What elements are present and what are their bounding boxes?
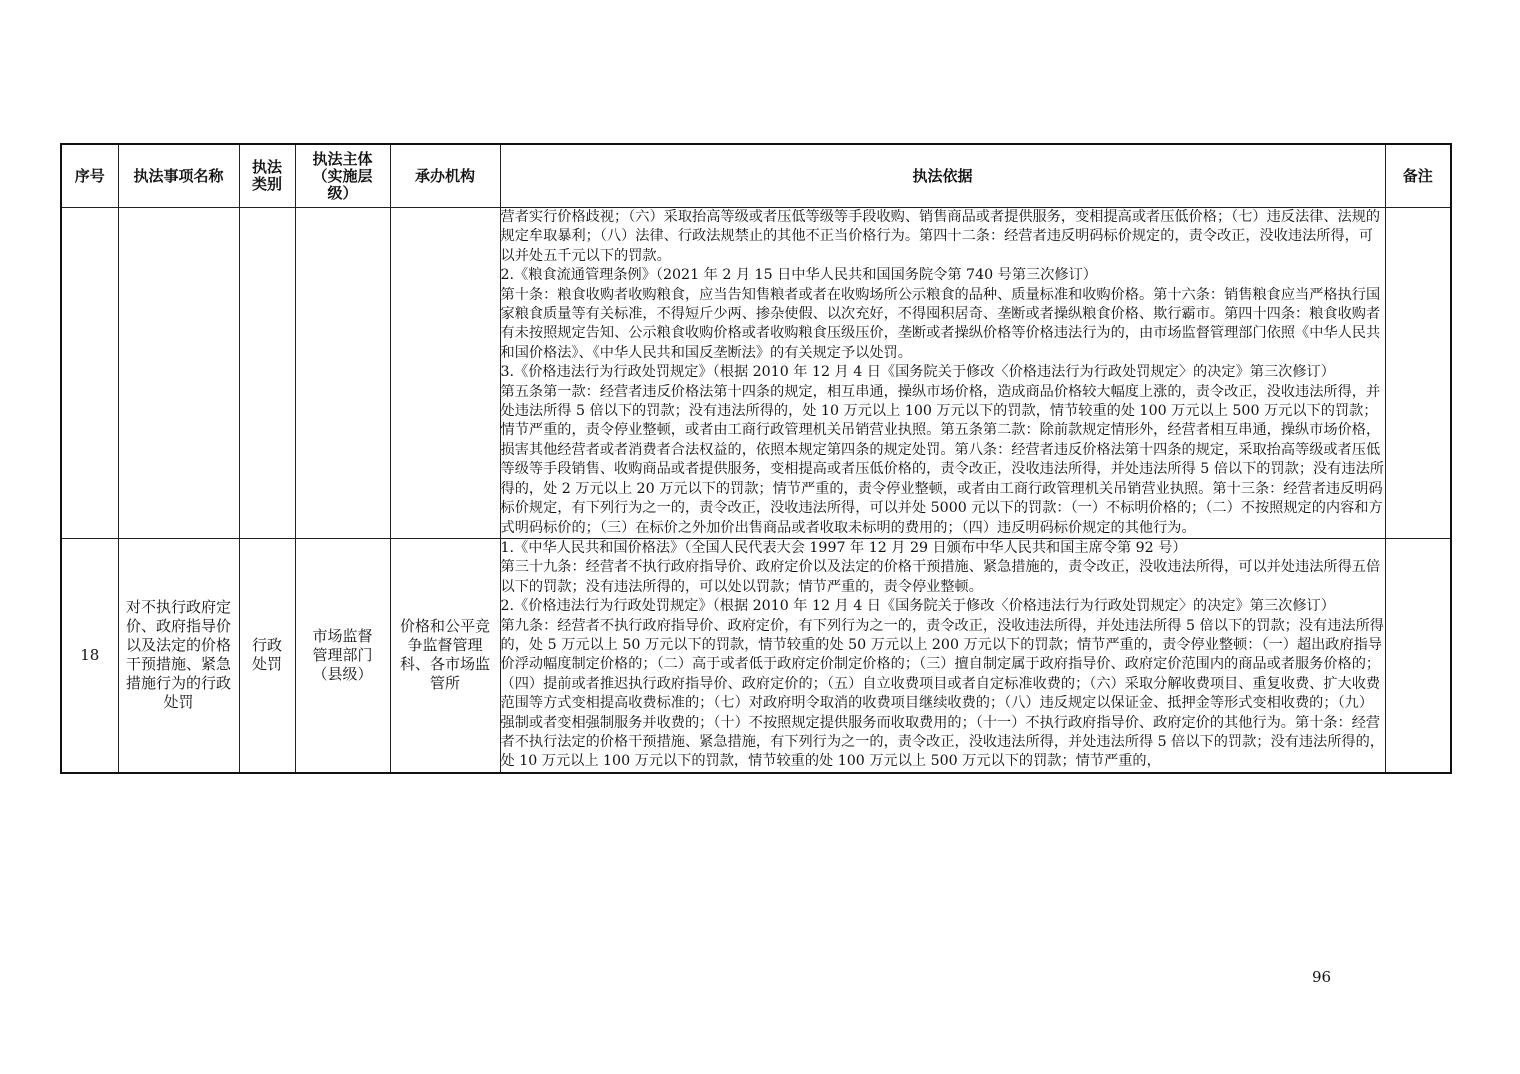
row-index: 18	[61, 538, 118, 772]
basis-paragraph: 1.《中华人民共和国价格法》（全国人民代表大会 1997 年 12 月 29 日颁布中华人民共和国主席令第 92 号）	[500, 539, 1187, 556]
header-basis: 执法依据	[500, 144, 1385, 208]
row-item-name	[118, 208, 239, 539]
basis-paragraph: 2.《价格违法行为行政处罚规定》（根据 2010 年 12 月 4 日《国务院关于修改〈价格违法行为行政处罚规定〉的决定》第三次修订）	[500, 598, 1335, 615]
basis-paragraph: 第九条：经营者不执行政府指导价、政府定价，有下列行为之一的，责令改正，没收违法所得，并处违法所得 5 倍以下的罚款；没有违法所得的，处 5 万元以上 50 万元以下的罚款，情节较重的处 50 万元以上 200 万元以下的罚款；情节严重的，责令停业整顿：（一）超出政府指导价浮动幅度制定价格的；（二）高于或者低于政府定价制定价格的；（三）擅自制定属于政府指导价、政府定价范围内的商品或者服务价格的；（四）提前或者推迟执行政府指导价、政府定价的；（五）自立收费项目或者自定标准收费的；（六）采取分解收费项目、重复收费、扩大收费范围等方式变相提高收费标准的；（七）对政府明令取消的收费项目继续收费的；（八）违反规定以保证金、抵押金等形式变相收费的；（九）强制或者变相强制服务并收费的；（十）不按照规定提供服务而收取费用的；（十一）不执行政府指导价、政府定价的其他行为。第十条：经营者不执行法定的价格干预措施、紧急措施，有下列行为之一的，责令改正，没收违法所得，并处违法所得 5 倍以下的罚款；没有违法所得的，处 10 万元以上 100 万元以下的罚款，情节较重的处 100 万元以上 500 万元以下的罚款；情节严重的，	[500, 617, 1384, 770]
basis-paragraph: 第三十九条：经营者不执行政府指导价、政府定价以及法定的价格干预措施、紧急措施的，责令改正，没收违法所得，可以并处违法所得五倍以下的罚款；没有违法所得的，可以处以罚款；情节严重的，责令停业整顿。	[500, 559, 1381, 595]
row-basis	[500, 208, 1385, 539]
row-subject	[295, 208, 390, 539]
basis-paragraph: 营者实行价格歧视；（六）采取抬高等级或者压低等级等手段收购、销售商品或者提供服务，变相提高或者压低价格；（七）违反法律、法规的规定牟取暴利；（八）法律、行政法规禁止的其他不正当价格行为。第四十二条：经营者违反明码标价规定的，责令改正，没收违法所得，可以并处五千元以下的罚款。	[500, 209, 1381, 264]
header-subject	[295, 144, 390, 208]
header-remarks: 备注	[1385, 144, 1451, 208]
basis-paragraph: 第五条第一款：经营者违反价格法第十四条的规定，相互串通，操纵市场价格，造成商品价格较大幅度上涨的，责令改正，没收违法所得，并处违法所得 5 倍以下的罚款；没有违法所得的，处 10 万元以上 100 万元以下的罚款，情节较重的处 100 万元以上 500 万元以下的罚款；情节严重的，责令停业整顿，或者由工商行政管理机关吊销营业执照。第五条第二款：除前款规定情形外，经营者相互串通，操纵市场价格，损害其他经营者或者消费者合法权益的，依照本规定第四条的规定处罚。第八条：经营者违反价格法第十四条的规定，采取抬高等级或者压低等级等手段销售、收购商品或者提供服务，变相提高或者压低价格的，责令改正，没收违法所得，并处违法所得 5 倍以下的罚款；没有违法所得的，处 2 万元以上 20 万元以下的罚款；情节严重的，责令停业整顿，或者由工商行政管理机关吊销营业执照。第十三条：经营者违反明码标价规定，有下列行为之一的，责令改正，没收违法所得，可以并处 5000 元以下的罚款：（一）不标明价格的；（二）不按照规定的内容和方式明码标价的；（三）在标价之外加价出售商品或者收取未标明的费用的；（四）违反明码标价规定的其他行为。	[500, 383, 1384, 536]
basis-paragraph: 2.《粮食流通管理条例》（2021 年 2 月 15 日中华人民共和国国务院令第 740 号第三次修订）	[500, 267, 1097, 284]
row-agency	[390, 208, 500, 539]
row-subject: 市场监督管理部门（县级）	[295, 538, 390, 772]
row-category	[239, 208, 295, 539]
header-category-text: 执法类别	[251, 158, 282, 193]
row-remarks	[1385, 208, 1451, 539]
row-index	[61, 208, 118, 539]
page-number: 96	[1312, 968, 1332, 986]
header-row	[61, 144, 1451, 208]
table-row	[61, 208, 1451, 539]
table-row	[61, 538, 1451, 772]
header-subject-text: 执法主体（实施层级）	[312, 149, 373, 202]
header-index: 序号	[61, 144, 118, 208]
law-enforcement-table	[60, 143, 1452, 774]
header-item-name: 执法事项名称	[118, 144, 239, 208]
row-agency: 价格和公平竞争监督管理科、各市场监管所	[390, 538, 500, 772]
row-basis	[500, 538, 1385, 772]
header-category	[239, 144, 295, 208]
basis-paragraph: 第十条：粮食收购者收购粮食，应当告知售粮者或者在收购场所公示粮食的品种、质量标准和收购价格。第十六条：销售粮食应当严格执行国家粮食质量等有关标准，不得短斤少两、掺杂使假、以次充好，不得囤积居奇、垄断或者操纵粮食价格、欺行霸市。第四十四条：粮食收购者有未按照规定告知、公示粮食收购价格或者收购粮食压级压价，垄断或者操纵价格等价格违法行为的，由市场监督管理部门依照《中华人民共和国价格法》、《中华人民共和国反垄断法》的有关规定予以处罚。	[500, 286, 1381, 361]
basis-paragraph: 3.《价格违法行为行政处罚规定》（根据 2010 年 12 月 4 日《国务院关于修改〈价格违法行为行政处罚规定〉的决定》第三次修订）	[500, 364, 1335, 381]
row-remarks	[1385, 538, 1451, 772]
header-agency: 承办机构	[390, 144, 500, 208]
row-item-name: 对不执行政府定价、政府指导价以及法定的价格干预措施、紧急措施行为的行政处罚	[118, 538, 239, 772]
row-category: 行政处罚	[239, 538, 295, 772]
